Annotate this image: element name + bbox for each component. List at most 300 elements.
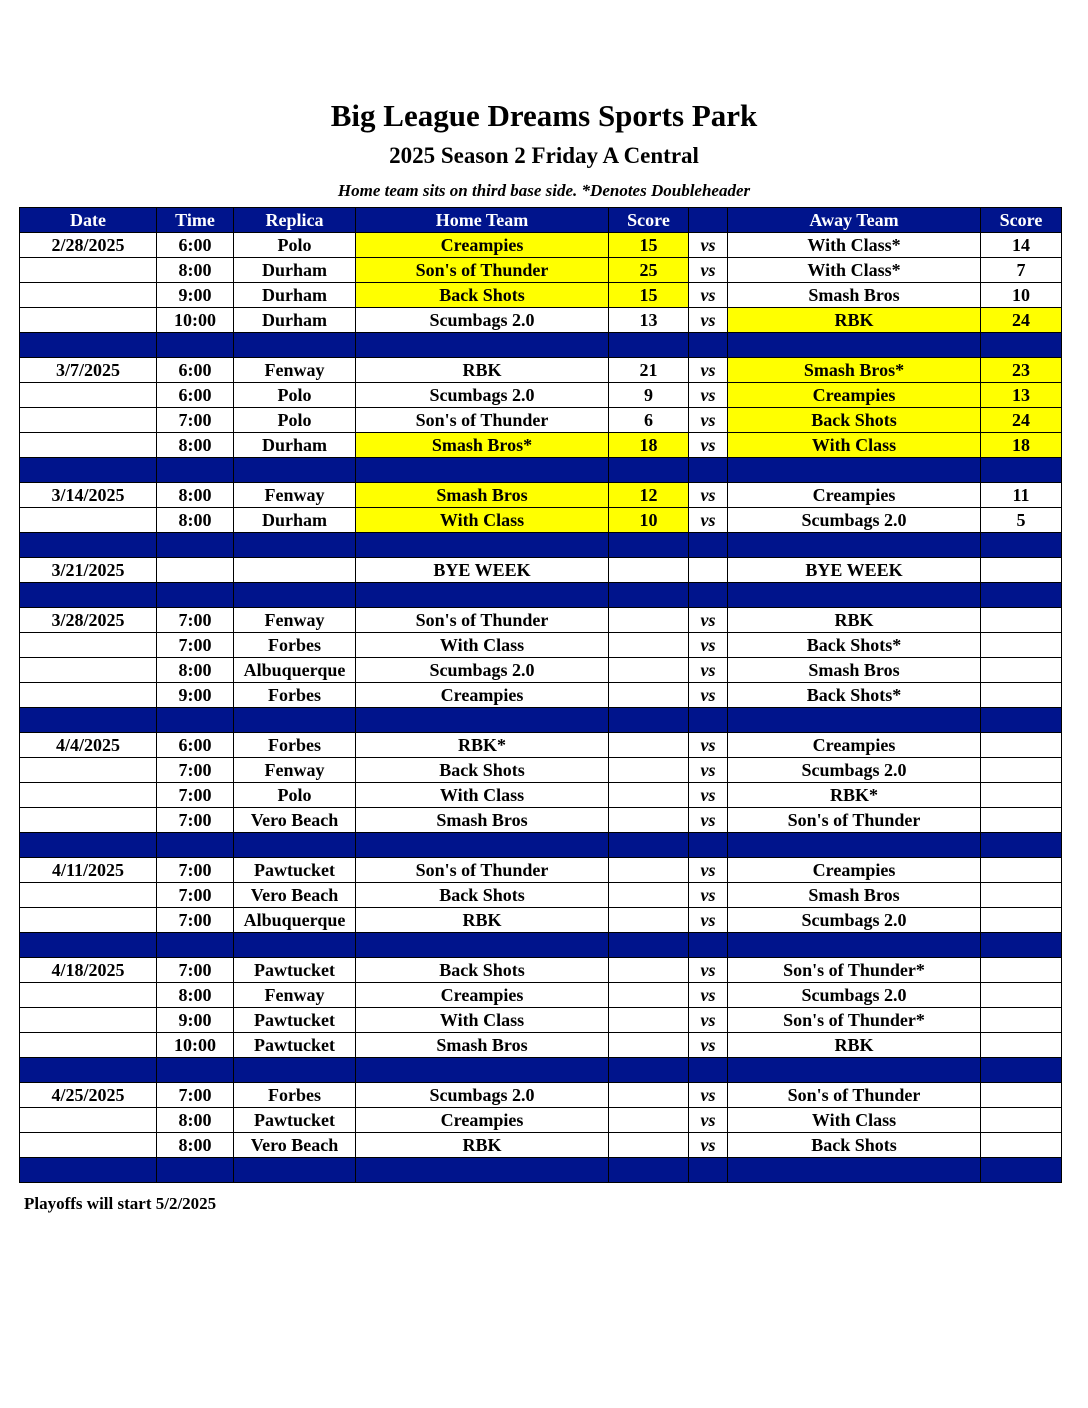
- game-replica: Durham: [234, 433, 356, 458]
- col-header-away-team: Away Team: [728, 208, 981, 233]
- game-time: 7:00: [157, 783, 234, 808]
- game-time: 6:00: [157, 383, 234, 408]
- away-score: [981, 783, 1062, 808]
- home-team: With Class: [356, 1008, 609, 1033]
- home-team: Scumbags 2.0: [356, 383, 609, 408]
- game-replica: Pawtucket: [234, 858, 356, 883]
- game-time: 6:00: [157, 233, 234, 258]
- table-row: [20, 383, 1062, 408]
- away-score: [981, 683, 1062, 708]
- table-row: [20, 608, 1062, 633]
- home-score: [609, 633, 689, 658]
- away-team: Smash Bros: [728, 283, 981, 308]
- home-score: [609, 1133, 689, 1158]
- vs-label: vs: [689, 1008, 728, 1033]
- game-time: 8:00: [157, 258, 234, 283]
- vs-label: vs: [689, 733, 728, 758]
- separator-cell: [20, 708, 157, 733]
- home-team: Back Shots: [356, 758, 609, 783]
- week-separator-row: [20, 708, 1062, 733]
- table-row: [20, 508, 1062, 533]
- game-date: [20, 683, 157, 708]
- away-team: Smash Bros: [728, 658, 981, 683]
- table-row: [20, 1108, 1062, 1133]
- separator-cell: [20, 458, 157, 483]
- home-score: 25: [609, 258, 689, 283]
- home-team: Back Shots: [356, 883, 609, 908]
- vs-label: vs: [689, 808, 728, 833]
- home-score: [609, 658, 689, 683]
- away-team: BYE WEEK: [728, 558, 981, 583]
- home-team: With Class: [356, 633, 609, 658]
- vs-label: vs: [689, 508, 728, 533]
- away-score: [981, 1033, 1062, 1058]
- away-score: [981, 858, 1062, 883]
- home-score: 6: [609, 408, 689, 433]
- game-time: [157, 558, 234, 583]
- table-row: [20, 433, 1062, 458]
- game-date: [20, 1133, 157, 1158]
- separator-cell: [20, 1158, 157, 1183]
- away-score: 24: [981, 408, 1062, 433]
- week-separator-row: [20, 833, 1062, 858]
- game-date: 3/21/2025: [20, 558, 157, 583]
- game-time: 8:00: [157, 433, 234, 458]
- game-date: [20, 658, 157, 683]
- separator-cell: [981, 1058, 1062, 1083]
- table-row: [20, 733, 1062, 758]
- game-time: 9:00: [157, 683, 234, 708]
- game-time: 8:00: [157, 508, 234, 533]
- home-team: Smash Bros: [356, 483, 609, 508]
- home-team: Creampies: [356, 233, 609, 258]
- game-time: 8:00: [157, 1133, 234, 1158]
- separator-cell: [157, 933, 234, 958]
- game-replica: Pawtucket: [234, 958, 356, 983]
- game-replica: Forbes: [234, 733, 356, 758]
- away-score: [981, 1133, 1062, 1158]
- away-team: Scumbags 2.0: [728, 508, 981, 533]
- home-team: Creampies: [356, 1108, 609, 1133]
- away-team: Back Shots*: [728, 683, 981, 708]
- vs-label: vs: [689, 608, 728, 633]
- vs-label: vs: [689, 283, 728, 308]
- away-team: Son's of Thunder*: [728, 958, 981, 983]
- week-separator-row: [20, 533, 1062, 558]
- separator-cell: [689, 708, 728, 733]
- home-score: 12: [609, 483, 689, 508]
- game-time: 7:00: [157, 908, 234, 933]
- separator-cell: [609, 708, 689, 733]
- home-score: [609, 883, 689, 908]
- game-time: 7:00: [157, 883, 234, 908]
- separator-cell: [689, 833, 728, 858]
- away-team: Scumbags 2.0: [728, 908, 981, 933]
- home-team: BYE WEEK: [356, 558, 609, 583]
- table-row: [20, 983, 1062, 1008]
- game-date: [20, 408, 157, 433]
- table-row: [20, 858, 1062, 883]
- away-team: Creampies: [728, 733, 981, 758]
- home-score: [609, 808, 689, 833]
- separator-cell: [356, 833, 609, 858]
- separator-cell: [234, 708, 356, 733]
- away-team: Creampies: [728, 383, 981, 408]
- game-time: 10:00: [157, 1033, 234, 1058]
- game-replica: Vero Beach: [234, 1133, 356, 1158]
- home-team: Scumbags 2.0: [356, 308, 609, 333]
- separator-cell: [609, 458, 689, 483]
- game-date: [20, 808, 157, 833]
- game-date: [20, 258, 157, 283]
- separator-cell: [728, 333, 981, 358]
- vs-label: [689, 558, 728, 583]
- vs-label: vs: [689, 958, 728, 983]
- away-team: With Class: [728, 1108, 981, 1133]
- vs-label: vs: [689, 883, 728, 908]
- separator-cell: [728, 833, 981, 858]
- game-time: 7:00: [157, 958, 234, 983]
- separator-cell: [356, 1158, 609, 1183]
- table-row: [20, 1033, 1062, 1058]
- week-separator-row: [20, 1158, 1062, 1183]
- away-score: [981, 733, 1062, 758]
- away-score: 7: [981, 258, 1062, 283]
- separator-cell: [981, 333, 1062, 358]
- home-score: 9: [609, 383, 689, 408]
- separator-cell: [20, 1058, 157, 1083]
- table-row: [20, 758, 1062, 783]
- away-score: [981, 1108, 1062, 1133]
- separator-cell: [689, 533, 728, 558]
- week-separator-row: [20, 333, 1062, 358]
- away-team: Smash Bros: [728, 883, 981, 908]
- game-date: [20, 308, 157, 333]
- game-time: 7:00: [157, 408, 234, 433]
- home-score: [609, 733, 689, 758]
- home-team: Son's of Thunder: [356, 608, 609, 633]
- col-header-time: Time: [157, 208, 234, 233]
- away-score: [981, 558, 1062, 583]
- home-score: [609, 1083, 689, 1108]
- game-date: [20, 1008, 157, 1033]
- home-score: [609, 783, 689, 808]
- home-score: [609, 958, 689, 983]
- separator-cell: [689, 458, 728, 483]
- game-date: [20, 883, 157, 908]
- away-score: 13: [981, 383, 1062, 408]
- home-team: Creampies: [356, 983, 609, 1008]
- game-date: 3/7/2025: [20, 358, 157, 383]
- week-separator-row: [20, 1058, 1062, 1083]
- game-date: [20, 1033, 157, 1058]
- game-date: [20, 383, 157, 408]
- separator-cell: [728, 583, 981, 608]
- home-score: [609, 558, 689, 583]
- game-replica: Fenway: [234, 758, 356, 783]
- separator-cell: [689, 933, 728, 958]
- vs-label: vs: [689, 433, 728, 458]
- week-separator-row: [20, 933, 1062, 958]
- table-row: [20, 308, 1062, 333]
- separator-cell: [609, 1058, 689, 1083]
- col-header-home-team: Home Team: [356, 208, 609, 233]
- vs-label: vs: [689, 1083, 728, 1108]
- game-date: 4/18/2025: [20, 958, 157, 983]
- separator-cell: [689, 583, 728, 608]
- away-team: Son's of Thunder: [728, 1083, 981, 1108]
- game-time: 10:00: [157, 308, 234, 333]
- table-row: [20, 783, 1062, 808]
- game-replica: Pawtucket: [234, 1033, 356, 1058]
- separator-cell: [20, 933, 157, 958]
- game-replica: Forbes: [234, 1083, 356, 1108]
- col-header-away-score: Score: [981, 208, 1062, 233]
- away-score: 24: [981, 308, 1062, 333]
- separator-cell: [356, 708, 609, 733]
- separator-cell: [981, 1158, 1062, 1183]
- separator-cell: [689, 1158, 728, 1183]
- game-time: 7:00: [157, 858, 234, 883]
- away-team: Creampies: [728, 483, 981, 508]
- game-replica: Fenway: [234, 358, 356, 383]
- separator-cell: [981, 708, 1062, 733]
- separator-cell: [728, 933, 981, 958]
- table-row: [20, 658, 1062, 683]
- game-time: 7:00: [157, 808, 234, 833]
- separator-cell: [728, 533, 981, 558]
- away-score: [981, 633, 1062, 658]
- vs-label: vs: [689, 683, 728, 708]
- home-score: 15: [609, 233, 689, 258]
- game-date: [20, 283, 157, 308]
- away-team: Back Shots: [728, 1133, 981, 1158]
- col-header-replica: Replica: [234, 208, 356, 233]
- table-row: [20, 558, 1062, 583]
- game-replica: Fenway: [234, 483, 356, 508]
- vs-label: vs: [689, 233, 728, 258]
- col-header-date: Date: [20, 208, 157, 233]
- separator-cell: [157, 1158, 234, 1183]
- table-row: [20, 408, 1062, 433]
- home-score: [609, 608, 689, 633]
- home-team: Smash Bros*: [356, 433, 609, 458]
- game-date: [20, 783, 157, 808]
- vs-label: vs: [689, 308, 728, 333]
- col-header-home-score: Score: [609, 208, 689, 233]
- away-team: Back Shots*: [728, 633, 981, 658]
- game-replica: Polo: [234, 408, 356, 433]
- away-score: 10: [981, 283, 1062, 308]
- vs-label: vs: [689, 1133, 728, 1158]
- away-score: [981, 983, 1062, 1008]
- separator-cell: [981, 458, 1062, 483]
- home-team: Son's of Thunder: [356, 858, 609, 883]
- table-row: [20, 1133, 1062, 1158]
- away-score: 5: [981, 508, 1062, 533]
- separator-cell: [157, 708, 234, 733]
- home-score: [609, 683, 689, 708]
- away-team: Back Shots: [728, 408, 981, 433]
- away-score: [981, 658, 1062, 683]
- separator-cell: [234, 1058, 356, 1083]
- game-replica: Vero Beach: [234, 883, 356, 908]
- table-row: [20, 683, 1062, 708]
- game-time: 8:00: [157, 983, 234, 1008]
- vs-label: vs: [689, 383, 728, 408]
- vs-label: vs: [689, 358, 728, 383]
- schedule-note: Home team sits on third base side. *Denotes Doubleheader: [337, 181, 751, 200]
- game-time: 6:00: [157, 358, 234, 383]
- home-team: Back Shots: [356, 958, 609, 983]
- game-time: 8:00: [157, 483, 234, 508]
- away-score: [981, 883, 1062, 908]
- vs-label: vs: [689, 983, 728, 1008]
- game-replica: Vero Beach: [234, 808, 356, 833]
- table-row: [20, 358, 1062, 383]
- home-score: 10: [609, 508, 689, 533]
- table-row: [20, 483, 1062, 508]
- game-date: [20, 908, 157, 933]
- vs-label: vs: [689, 633, 728, 658]
- away-score: [981, 1008, 1062, 1033]
- game-date: 4/25/2025: [20, 1083, 157, 1108]
- game-date: 3/14/2025: [20, 483, 157, 508]
- separator-cell: [157, 1058, 234, 1083]
- page-subtitle: 2025 Season 2 Friday A Central: [389, 143, 699, 168]
- game-replica: Durham: [234, 308, 356, 333]
- home-team: RBK: [356, 908, 609, 933]
- separator-cell: [356, 533, 609, 558]
- separator-cell: [609, 933, 689, 958]
- separator-cell: [234, 333, 356, 358]
- playoffs-note: Playoffs will start 5/2/2025: [24, 1194, 217, 1213]
- separator-cell: [609, 583, 689, 608]
- table-row: [20, 958, 1062, 983]
- away-team: Creampies: [728, 858, 981, 883]
- away-team: RBK*: [728, 783, 981, 808]
- separator-cell: [356, 458, 609, 483]
- away-team: RBK: [728, 608, 981, 633]
- separator-cell: [609, 533, 689, 558]
- game-replica: Durham: [234, 508, 356, 533]
- table-row: [20, 233, 1062, 258]
- separator-cell: [609, 833, 689, 858]
- separator-cell: [728, 1158, 981, 1183]
- separator-cell: [157, 583, 234, 608]
- schedule-body: [20, 233, 1062, 1183]
- away-score: [981, 1083, 1062, 1108]
- game-time: 9:00: [157, 1008, 234, 1033]
- separator-cell: [234, 1158, 356, 1183]
- game-replica: Fenway: [234, 608, 356, 633]
- home-team: Scumbags 2.0: [356, 1083, 609, 1108]
- game-date: [20, 983, 157, 1008]
- game-date: [20, 1108, 157, 1133]
- game-date: 2/28/2025: [20, 233, 157, 258]
- away-team: With Class: [728, 433, 981, 458]
- separator-cell: [234, 583, 356, 608]
- game-time: 7:00: [157, 758, 234, 783]
- away-team: Son's of Thunder: [728, 808, 981, 833]
- separator-cell: [728, 708, 981, 733]
- separator-cell: [356, 333, 609, 358]
- vs-label: vs: [689, 858, 728, 883]
- separator-cell: [981, 833, 1062, 858]
- home-score: [609, 1108, 689, 1133]
- game-replica: Durham: [234, 283, 356, 308]
- game-replica: Forbes: [234, 633, 356, 658]
- col-header-vs: [689, 208, 728, 233]
- separator-cell: [20, 583, 157, 608]
- home-score: 18: [609, 433, 689, 458]
- away-score: 18: [981, 433, 1062, 458]
- game-replica: Fenway: [234, 983, 356, 1008]
- home-team: Smash Bros: [356, 1033, 609, 1058]
- separator-cell: [609, 333, 689, 358]
- separator-cell: [981, 533, 1062, 558]
- game-replica: Durham: [234, 258, 356, 283]
- vs-label: vs: [689, 258, 728, 283]
- schedule-table: [19, 207, 1062, 1183]
- week-separator-row: [20, 458, 1062, 483]
- home-team: RBK*: [356, 733, 609, 758]
- home-team: RBK: [356, 1133, 609, 1158]
- away-team: Son's of Thunder*: [728, 1008, 981, 1033]
- separator-cell: [356, 583, 609, 608]
- game-replica: Polo: [234, 383, 356, 408]
- page-title: Big League Dreams Sports Park: [330, 98, 758, 133]
- home-team: Son's of Thunder: [356, 408, 609, 433]
- game-date: [20, 433, 157, 458]
- away-score: [981, 758, 1062, 783]
- separator-cell: [689, 1058, 728, 1083]
- separator-cell: [157, 833, 234, 858]
- table-row: [20, 908, 1062, 933]
- home-team: Scumbags 2.0: [356, 658, 609, 683]
- game-time: 7:00: [157, 633, 234, 658]
- table-row: [20, 808, 1062, 833]
- separator-cell: [728, 1058, 981, 1083]
- separator-cell: [157, 333, 234, 358]
- home-score: [609, 983, 689, 1008]
- separator-cell: [981, 933, 1062, 958]
- separator-cell: [157, 533, 234, 558]
- home-score: [609, 858, 689, 883]
- home-team: Creampies: [356, 683, 609, 708]
- vs-label: vs: [689, 1033, 728, 1058]
- game-time: 7:00: [157, 608, 234, 633]
- away-team: Scumbags 2.0: [728, 983, 981, 1008]
- game-replica: Polo: [234, 783, 356, 808]
- away-score: 11: [981, 483, 1062, 508]
- game-time: 6:00: [157, 733, 234, 758]
- away-score: [981, 958, 1062, 983]
- away-score: 14: [981, 233, 1062, 258]
- week-separator-row: [20, 583, 1062, 608]
- vs-label: vs: [689, 408, 728, 433]
- home-score: [609, 1033, 689, 1058]
- home-team: Son's of Thunder: [356, 258, 609, 283]
- game-replica: Polo: [234, 233, 356, 258]
- table-row: [20, 633, 1062, 658]
- home-team: Smash Bros: [356, 808, 609, 833]
- game-date: 4/11/2025: [20, 858, 157, 883]
- vs-label: vs: [689, 783, 728, 808]
- game-replica: Pawtucket: [234, 1108, 356, 1133]
- home-team: With Class: [356, 508, 609, 533]
- game-date: 4/4/2025: [20, 733, 157, 758]
